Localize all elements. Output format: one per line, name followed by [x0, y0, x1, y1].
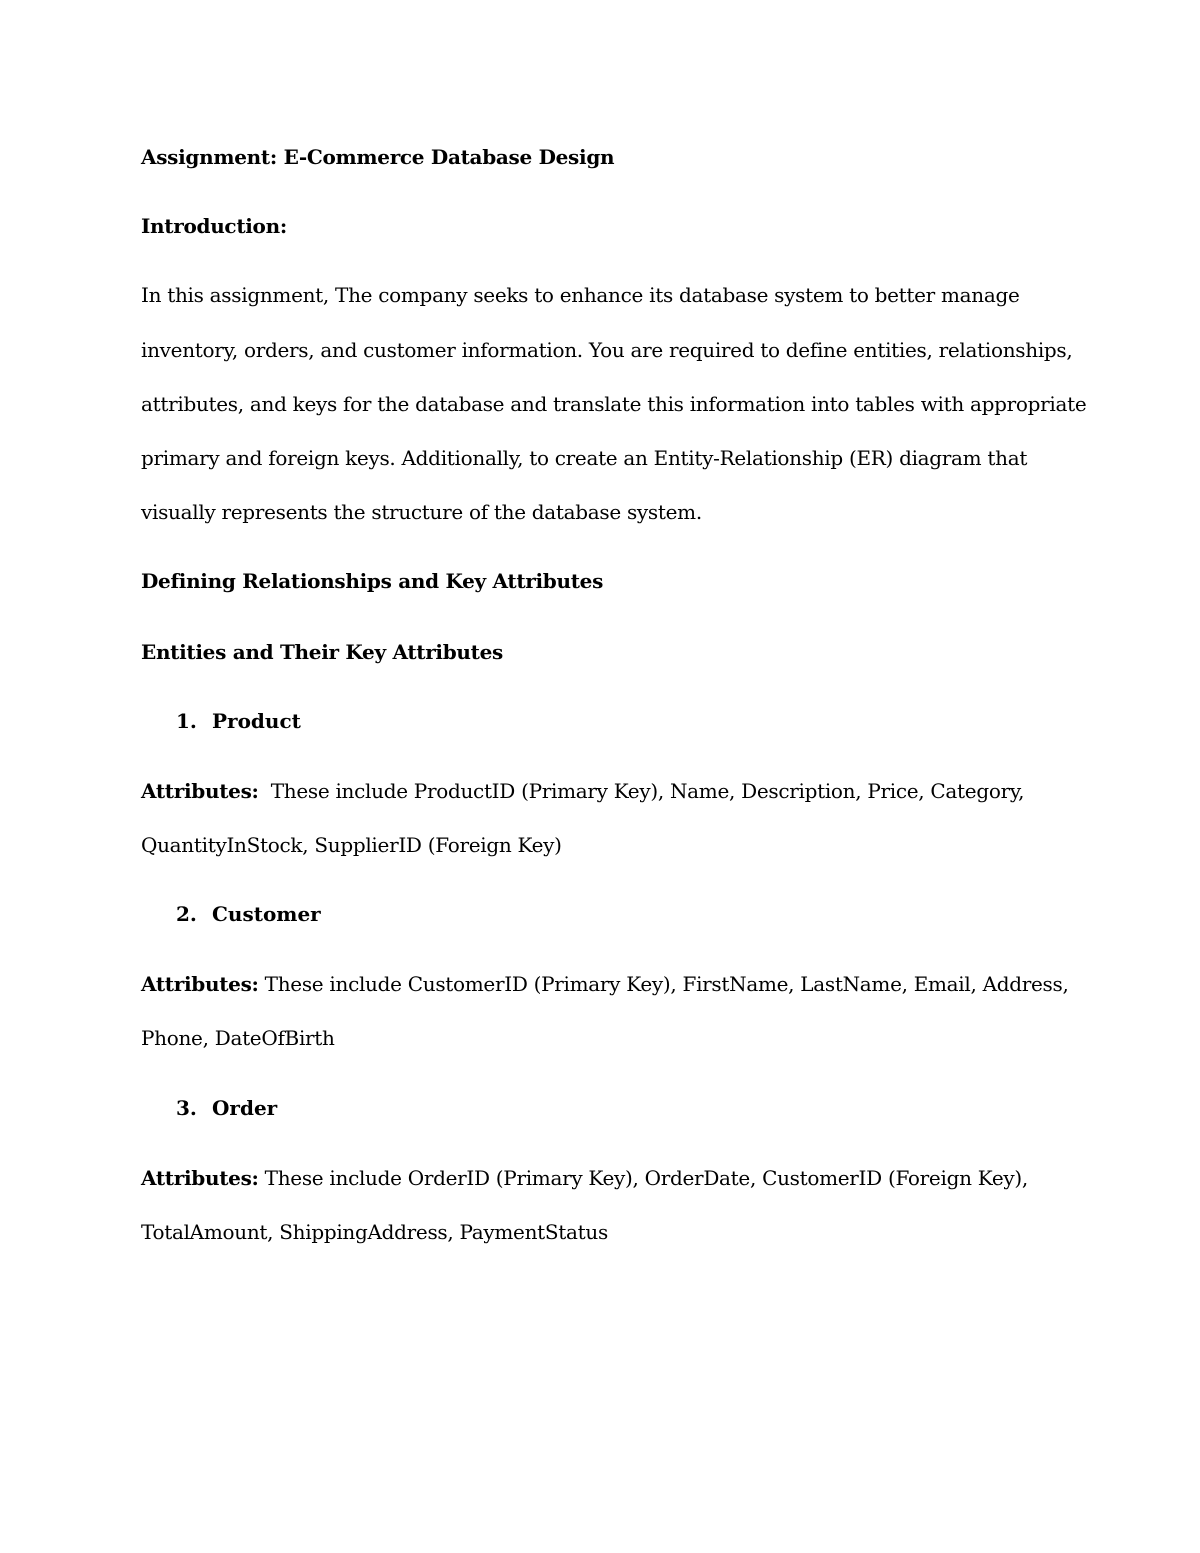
list-number: 1. [176, 709, 197, 733]
entity-heading-product [176, 708, 301, 734]
intro-heading: Introduction: [141, 214, 287, 238]
attributes-label: Attributes: [141, 1166, 259, 1190]
attributes-text: These include OrderID (Primary Key), OrderDate, CustomerID (Foreign Key), [264, 1166, 1028, 1190]
entity-heading-order [176, 1095, 277, 1121]
intro-paragraph-line: visually represents the structure of the database system. [141, 500, 702, 524]
attributes-label: Attributes: [141, 779, 259, 803]
entity-attributes-line: Phone, DateOfBirth [141, 1026, 335, 1050]
intro-paragraph-line: In this assignment, The company seeks to enhance its database system to better manage [141, 283, 1020, 307]
entity-attributes-line [141, 778, 1024, 804]
document-title: Assignment: E-Commerce Database Design [141, 145, 615, 169]
entity-name: Product [212, 709, 301, 733]
list-number: 3. [176, 1096, 197, 1120]
attributes-text: These include ProductID (Primary Key), Name, Description, Price, Category, [270, 779, 1025, 803]
intro-paragraph-line: attributes, and keys for the database and translate this information into tables with appropriate [141, 392, 1087, 416]
subsection-heading: Entities and Their Key Attributes [141, 640, 503, 664]
entity-attributes-line [141, 971, 1069, 997]
entity-attributes-line: QuantityInStock, SupplierID (Foreign Key) [141, 833, 562, 857]
entity-name: Order [212, 1096, 278, 1120]
intro-paragraph-line: inventory, orders, and customer information. You are required to define entities, relationships, [141, 338, 1073, 362]
entity-attributes-line [141, 1165, 1028, 1191]
section-heading: Defining Relationships and Key Attributes [141, 569, 604, 593]
entity-heading-customer [176, 901, 321, 927]
list-number: 2. [176, 902, 197, 926]
attributes-text: These include CustomerID (Primary Key), FirstName, LastName, Email, Address, [264, 972, 1069, 996]
entity-attributes-line: TotalAmount, ShippingAddress, PaymentStatus [141, 1220, 608, 1244]
attributes-label: Attributes: [141, 972, 259, 996]
intro-paragraph-line: primary and foreign keys. Additionally, to create an Entity-Relationship (ER) diagram that [141, 446, 1028, 470]
entity-name: Customer [212, 902, 321, 926]
